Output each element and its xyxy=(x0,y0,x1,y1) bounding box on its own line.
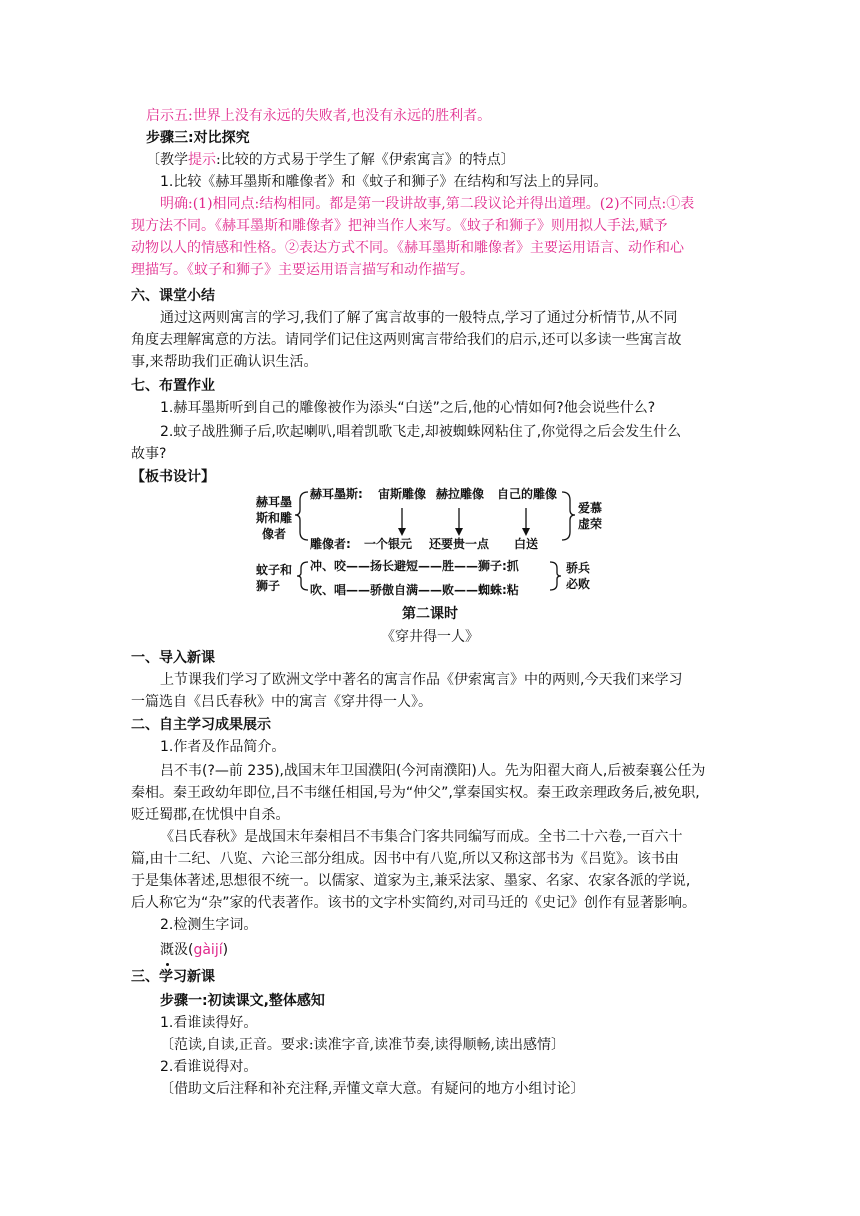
answer-line: 现方法不同。《赫耳墨斯和雕像者》把神当作人来写。《蚊子和狮子》则用拟人手法,赋予 xyxy=(131,218,668,234)
board-mosq-1: 蚊子和 xyxy=(256,563,293,577)
board-heading: 【板书设计】 xyxy=(131,469,215,485)
text-title: 《穿井得一人》 xyxy=(381,629,479,645)
board-row-2: 吹、唱——骄傲自满——败——蜘蛛:粘 xyxy=(310,583,519,597)
teaching-note: 〔范读,自读,正音。要求:读准字音,读准节奏,读得顺畅,读出感情〕 xyxy=(160,1037,565,1053)
paragraph-line: 2.检测生字词。 xyxy=(160,917,258,933)
board-more: 还要贵一点 xyxy=(429,537,490,551)
board-hermes: 赫耳墨斯: xyxy=(310,487,363,501)
paragraph-line: 1.赫耳墨斯听到自己的雕像被作为添头“白送”之后,他的心情如何?他会说些什么? xyxy=(160,400,656,416)
board-row-1: 冲、咬——扬长避短——胜——狮子:抓 xyxy=(310,559,519,573)
board-title-2: 斯和雕 xyxy=(256,511,293,525)
section-heading: 一、导入新课 xyxy=(131,650,215,666)
paragraph-line: 于是集体著述,思想很不统一。以儒家、道家为主,兼采法家、墨家、名家、农家各派的学说, xyxy=(131,873,691,889)
board-free: 白送 xyxy=(514,537,539,551)
teaching-note: 〔教学提示:比较的方式易于学生了解《伊索寓言》的特点〕 xyxy=(146,152,515,168)
board-vanity-2: 虚荣 xyxy=(578,517,603,531)
paragraph-line: 篇,由十二纪、八览、六论三部分组成。因书中有八览,所以又称这部书为《吕览》。该书由 xyxy=(131,851,679,867)
lesson-line: 启示五:世界上没有永远的失败者,也没有永远的胜利者。 xyxy=(146,108,492,124)
paragraph-line: 2.蚊子战胜狮子后,吹起喇叭,唱着凯歌飞走,却被蜘蛛网粘住了,你觉得之后会发生什么 xyxy=(160,424,682,440)
board-sculptor: 雕像者: xyxy=(310,537,351,551)
paragraph-line: 事,来帮助我们正确认识生活。 xyxy=(131,354,318,370)
pinyin: gàijí xyxy=(193,942,223,958)
answer-line: 明确:(1)相同点:结构相同。都是第一段讲故事,第二段议论并得出道理。(2)不同点:①表 xyxy=(160,196,695,212)
board-vanity-1: 爱慕 xyxy=(578,501,603,515)
board-zeus: 宙斯雕像 xyxy=(378,487,427,501)
section-heading: 三、学习新课 xyxy=(131,969,215,985)
paragraph-line: 一篇选自《吕氏春秋》中的寓言《穿井得一人》。 xyxy=(131,694,432,710)
paragraph-line: 上节课我们学习了欧洲文学中著名的寓言作品《伊索寓言》中的两则,今天我们来学习 xyxy=(160,672,683,688)
vocab-line: 溉汲(gàijí) xyxy=(160,939,860,961)
paragraph-line: 故事? xyxy=(131,446,167,462)
paragraph-line: 秦相。秦王政幼年即位,吕不韦继任相国,号为“仲父”,掌秦国实权。秦王政亲理政务后,被免职, xyxy=(131,785,700,801)
paragraph-line: 《吕氏春秋》是战国末年秦相吕不韦集合门客共同编写而成。全书二十六卷,一百六十 xyxy=(160,829,683,845)
board-hera: 赫拉雕像 xyxy=(436,487,485,501)
paragraph-line: 1.看谁读得好。 xyxy=(160,1015,258,1031)
section-heading: 二、自主学习成果展示 xyxy=(131,717,271,733)
section-heading: 七、布置作业 xyxy=(131,378,215,394)
answer-line: 动物以人的情感和性格。②表达方式不同。《赫耳墨斯和雕像者》主要运用语言、动作和心 xyxy=(131,240,684,256)
hint-label: 提示 xyxy=(188,152,216,168)
paragraph-line: 1.作者及作品简介。 xyxy=(160,739,286,755)
paragraph-line: 角度去理解寓意的方法。请同学们记住这两则寓言带给我们的启示,还可以多读一些寓言故 xyxy=(131,332,682,348)
board-title-3: 像者 xyxy=(262,527,287,541)
board-coin: 一个银元 xyxy=(364,537,413,551)
paragraph-line: 通过这两则寓言的学习,我们了解了寓言故事的一般特点,学习了通过分析情节,从不同 xyxy=(160,310,678,326)
paragraph-line: 后人称它为“杂”家的代表著作。该书的文字朴实简约,对司马迁的《史记》创作有显著影响。 xyxy=(131,895,696,911)
board-pride-1: 骄兵 xyxy=(566,561,591,575)
section-heading: 六、课堂小结 xyxy=(131,288,215,304)
step-heading: 步骤三:对比探究 xyxy=(146,130,250,146)
lesson-title: 第二课时 xyxy=(402,606,458,622)
paragraph-line: 2.看谁说得对。 xyxy=(160,1059,258,1075)
board-own-statue: 自己的雕像 xyxy=(497,487,558,501)
board-mosq-2: 狮子 xyxy=(256,579,281,593)
board-diagram xyxy=(250,486,620,598)
paragraph-line: 贬迁蜀郡,在忧惧中自杀。 xyxy=(131,807,290,823)
teaching-note: 〔借助文后注释和补充注释,弄懂文章大意。有疑问的地方小组讨论〕 xyxy=(160,1081,585,1097)
step-heading: 步骤一:初读课文,整体感知 xyxy=(160,993,325,1009)
answer-line: 理描写。《蚊子和狮子》主要运用语言描写和动作描写。 xyxy=(131,262,474,278)
board-pride-2: 必败 xyxy=(566,577,591,591)
paragraph-line: 吕不韦(?—前 235),战国末年卫国濮阳(今河南濮阳)人。先为阳翟大商人,后被秦襄公任为 xyxy=(160,763,706,779)
lesson-line: 1.比较《赫耳墨斯和雕像者》和《蚊子和狮子》在结构和写法上的异同。 xyxy=(160,174,608,190)
board-title-1: 赫耳墨 xyxy=(256,495,293,509)
